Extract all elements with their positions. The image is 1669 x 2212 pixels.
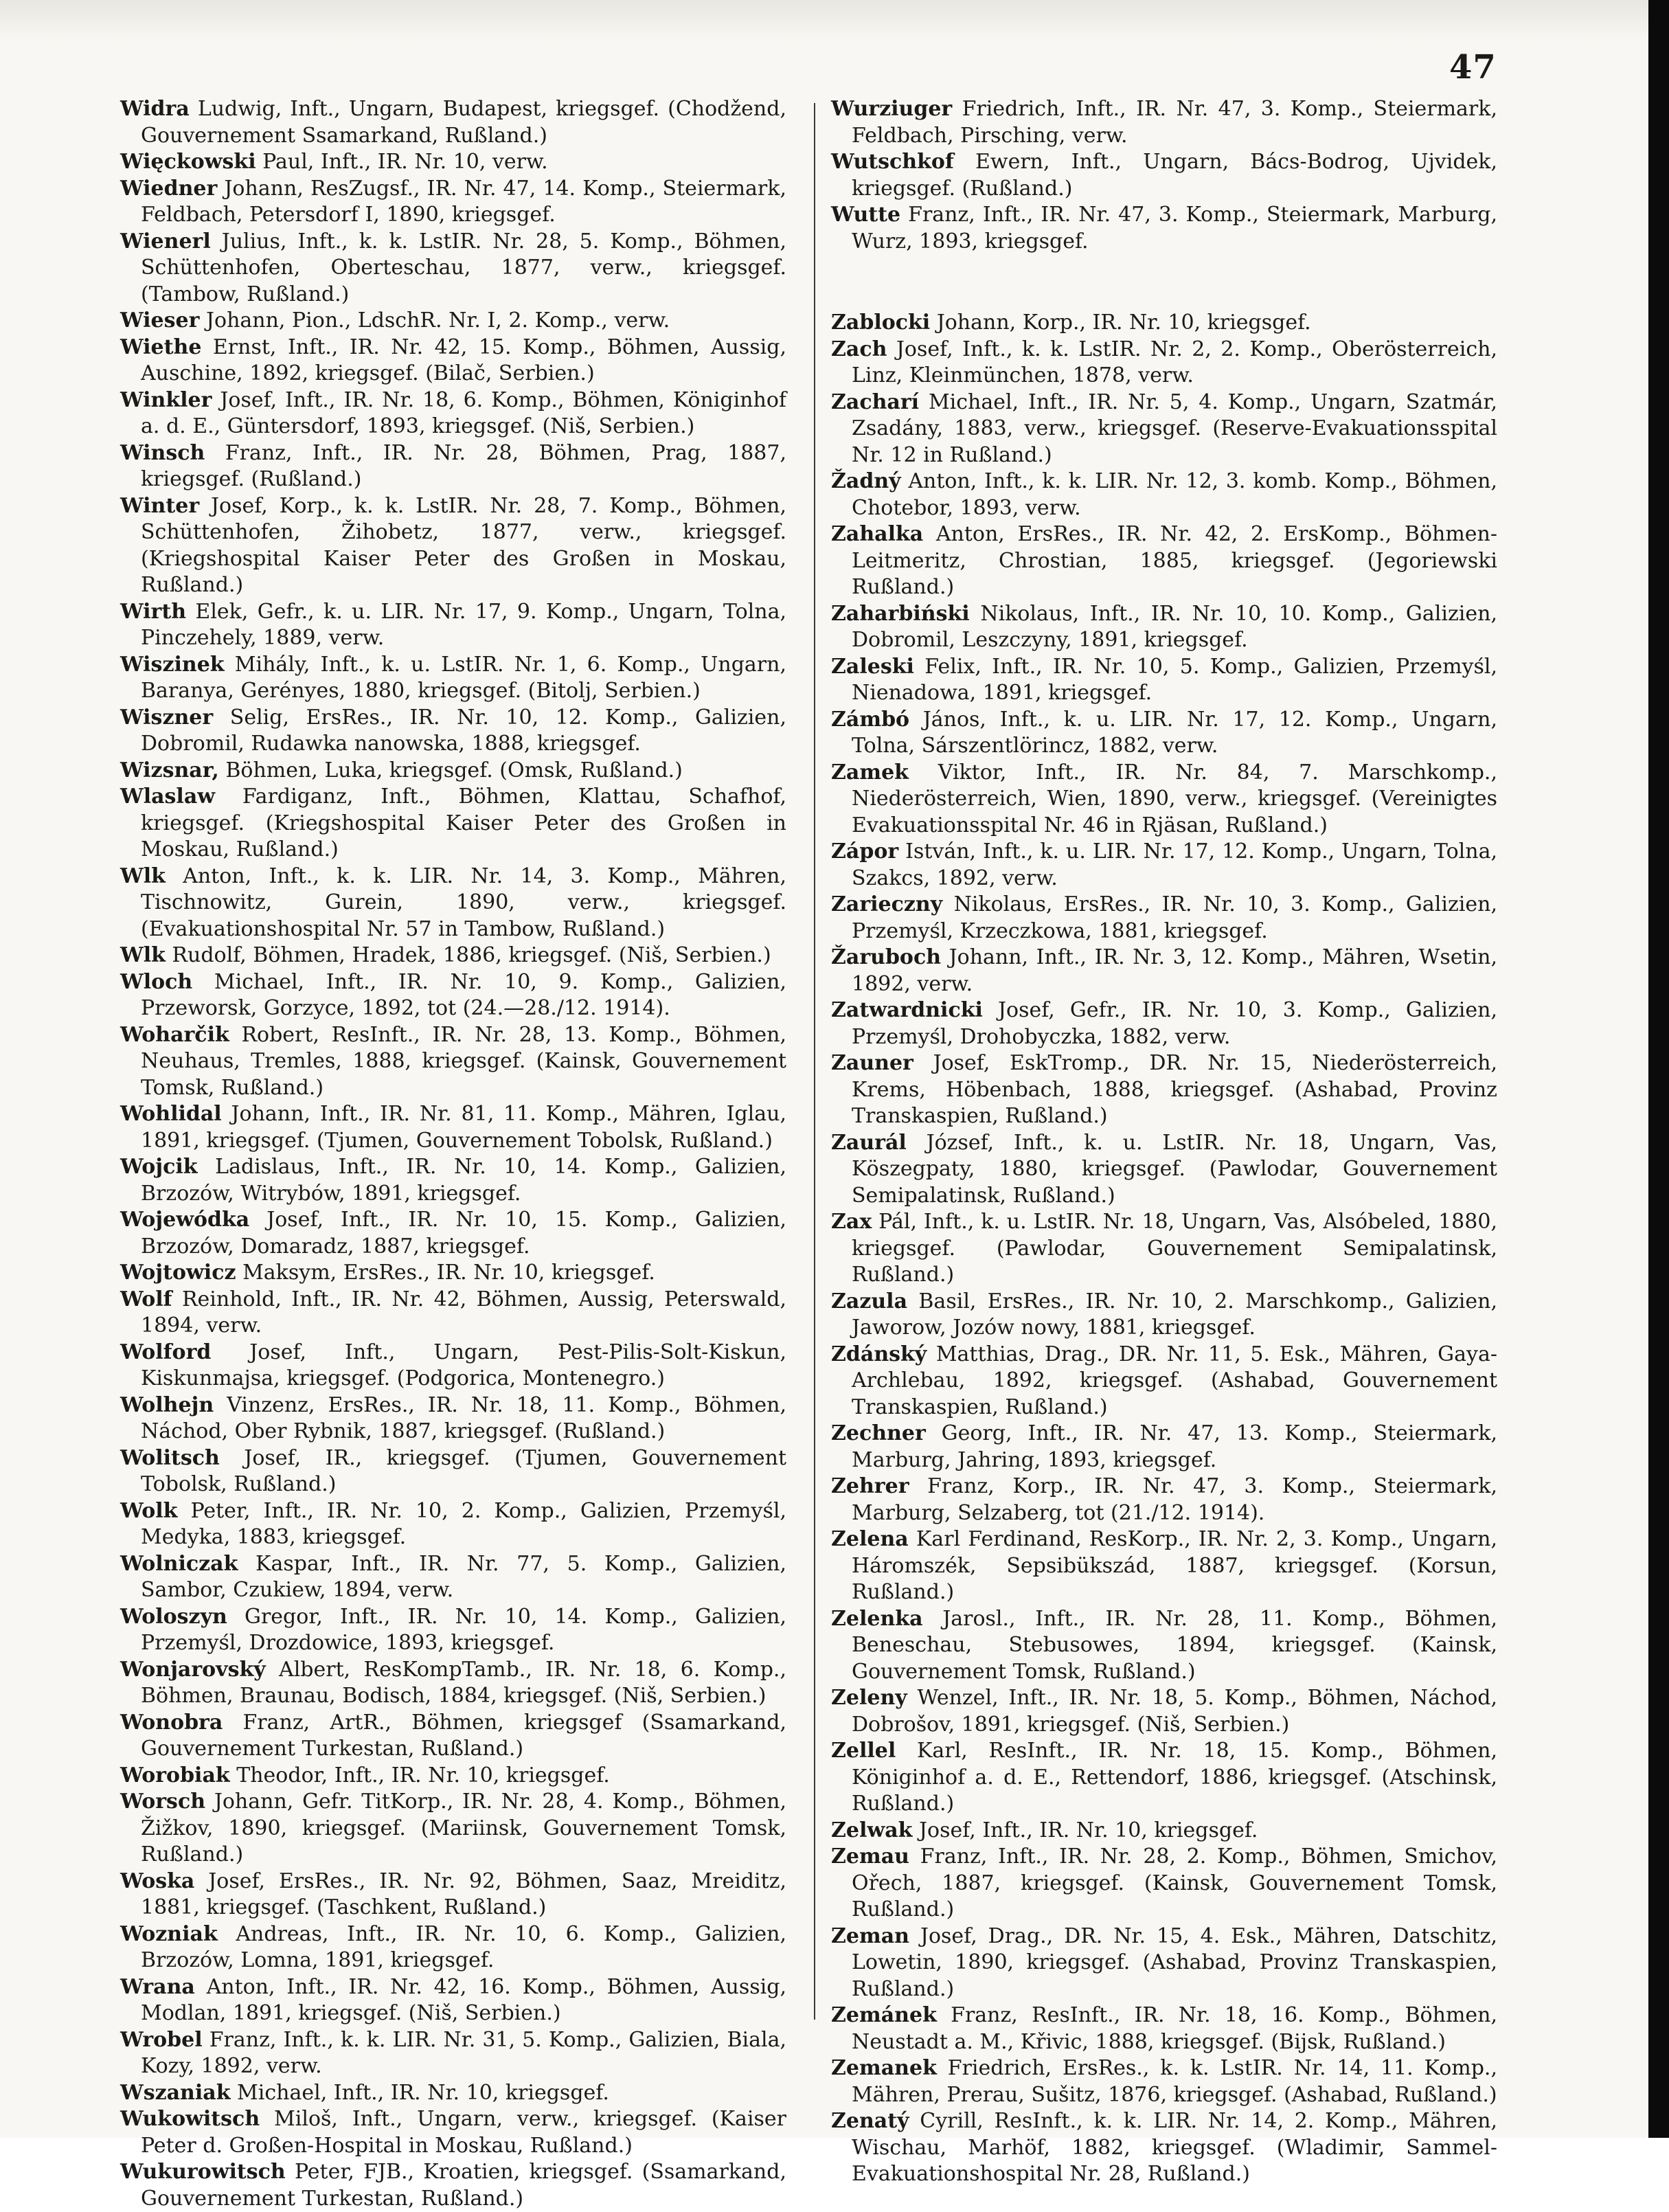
entry-details: Johann, Korp., IR. Nr. 10, kriegsgef. bbox=[936, 311, 1311, 335]
entry-surname: Wolhejn bbox=[120, 1392, 214, 1417]
entry-surname: Wienerl bbox=[120, 229, 211, 253]
register-entry bbox=[831, 2002, 1497, 2055]
entry-surname: Wurziuger bbox=[831, 97, 953, 121]
register-entry bbox=[120, 2106, 786, 2159]
register-entry bbox=[120, 943, 786, 969]
register-entry bbox=[120, 149, 786, 176]
entry-details: Jarosl., Inft., IR. Nr. 28, 11. Komp., Böhmen, Beneschau, Stebusowes, 1894, kriegsgef. (Kainsk, Gouvernement Tomsk, Rußland.) bbox=[852, 1606, 1497, 1684]
entry-surname: Zápor bbox=[831, 839, 899, 864]
right-column-w-section bbox=[831, 96, 1497, 255]
entry-surname: Więckowski bbox=[120, 150, 256, 174]
register-entry bbox=[831, 945, 1497, 997]
entry-surname: Zemanek bbox=[831, 2056, 937, 2080]
entry-surname: Wolitsch bbox=[120, 1445, 220, 1470]
register-entry bbox=[120, 1392, 786, 1445]
register-entry bbox=[831, 310, 1497, 337]
entry-details: Ewern, Inft., Ungarn, Bács-Bodrog, Ujvidek, kriegsgef. (Rußland.) bbox=[852, 150, 1497, 201]
register-entry bbox=[120, 1022, 786, 1102]
entry-details: József, Inft., k. u. LstIR. Nr. 18, Ungarn, Vas, Köszegpaty, 1880, kriegsgef. (Pawlodar, Gouvernement Semipalatinsk, Rußland.) bbox=[852, 1130, 1497, 1208]
entry-details: Franz, Inft., IR. Nr. 47, 3. Komp., Steiermark, Marburg, Wurz, 1893, kriegsgef. bbox=[852, 203, 1497, 253]
register-entry bbox=[120, 335, 786, 387]
entry-surname: Wonobra bbox=[120, 1710, 223, 1735]
register-entry bbox=[831, 1738, 1497, 1818]
register-entry bbox=[831, 707, 1497, 760]
entry-details: Franz, ResInft., IR. Nr. 18, 16. Komp., Böhmen, Neustadt a. M., Křivic, 1888, kriegsgef. (Bijsk, Rußland.) bbox=[852, 2003, 1497, 2054]
entry-surname: Wiszner bbox=[120, 705, 214, 730]
entry-surname: Zauner bbox=[831, 1051, 913, 1075]
entry-details: Franz, Korp., IR. Nr. 47, 3. Komp., Steiermark, Marburg, Selzaberg, tot (21./12. 1914). bbox=[852, 1474, 1497, 1525]
register-entry bbox=[120, 1921, 786, 1974]
entry-details: Ladislaus, Inft., IR. Nr. 10, 14. Komp., Galizien, Brzozów, Witrybów, 1891, kriegsgef. bbox=[141, 1155, 786, 1206]
entry-details: Miloš, Inft., Ungarn, verw., kriegsgef. (Kaiser Peter d. Großen-Hospital in Moskau, Rußland.) bbox=[141, 2107, 786, 2158]
register-entry bbox=[831, 1050, 1497, 1130]
register-entry bbox=[120, 1710, 786, 1763]
register-entry bbox=[120, 864, 786, 943]
register-entry bbox=[120, 1154, 786, 1207]
entry-surname: Zeman bbox=[831, 1923, 909, 1948]
register-entry bbox=[831, 337, 1497, 390]
register-entry bbox=[831, 892, 1497, 945]
entry-details: Karl Ferdinand, ResKorp., IR. Nr. 2, 3. Komp., Ungarn, Háromszék, Sepsibükszád, 1887, kriegsgef. (Korsun, Rußland.) bbox=[852, 1527, 1497, 1604]
register-entry bbox=[120, 1207, 786, 1260]
register-entry bbox=[120, 1551, 786, 1604]
entry-details: Andreas, Inft., IR. Nr. 10, 6. Komp., Galizien, Brzozów, Lomna, 1891, kriegsgef. bbox=[141, 1921, 786, 1972]
entry-details: Ernst, Inft., IR. Nr. 42, 15. Komp., Böhmen, Aussig, Auschine, 1892, kriegsgef. (Bilač, Serbien.) bbox=[141, 335, 786, 385]
register-entry bbox=[831, 1289, 1497, 1342]
entry-details: Vinzenz, ErsRes., IR. Nr. 18, 11. Komp., Böhmen, Náchod, Ober Rybnik, 1887, kriegsgef. (Rußland.) bbox=[141, 1392, 786, 1443]
entry-details: Josef, ErsRes., IR. Nr. 92, Böhmen, Saaz, Mreiditz, 1881, kriegsgef. (Taschkent, Rußland.) bbox=[141, 1869, 786, 1919]
entry-details: Michael, Inft., IR. Nr. 10, 9. Komp., Galizien, Przeworsk, Gorzyce, 1892, tot (24.—28./12. 1914). bbox=[141, 969, 786, 1020]
page-number: 47 bbox=[1449, 48, 1497, 87]
register-entry bbox=[120, 440, 786, 493]
register-entry bbox=[120, 1287, 786, 1340]
entry-surname: Zaleski bbox=[831, 654, 914, 679]
entry-surname: Wolk bbox=[120, 1498, 178, 1523]
entry-details: Josef, Korp., k. k. LstIR. Nr. 28, 7. Komp., Böhmen, Schüttenhofen, Žihobetz, 1877, verw., kriegsgef. (Kriegshospital Kaiser Peter des Großen in Moskau, Rußland.) bbox=[141, 493, 786, 597]
register-entry bbox=[831, 1421, 1497, 1474]
entry-surname: Widra bbox=[120, 97, 190, 121]
register-entry bbox=[831, 96, 1497, 149]
register-entry bbox=[120, 1974, 786, 2027]
entry-surname: Zaharbiński bbox=[831, 601, 970, 626]
entry-surname: Wutschkof bbox=[831, 150, 954, 174]
entry-details: Johann, Pion., LdschR. Nr. I, 2. Komp., verw. bbox=[205, 308, 670, 332]
entry-surname: Žaruboch bbox=[831, 945, 942, 969]
register-entry bbox=[120, 1101, 786, 1154]
entry-details: Karl, ResInft., IR. Nr. 18, 15. Komp., Böhmen, Königinhof a. d. E., Rettendorf, 1886, kriegsgef. (Atschinsk, Rußland.) bbox=[852, 1739, 1497, 1816]
entry-details: Josef, Gefr., IR. Nr. 10, 3. Komp., Galizien, Przemyśl, Drohobyczka, 1882, verw. bbox=[852, 998, 1497, 1049]
register-entry bbox=[120, 1763, 786, 1790]
entry-surname: Wlk bbox=[120, 864, 166, 888]
entry-surname: Wutte bbox=[831, 203, 901, 227]
entry-details: Franz, Inft., IR. Nr. 28, 2. Komp., Böhmen, Smichov, Ořech, 1887, kriegsgef. (Kainsk, Gouvernement Tomsk, Rußland.) bbox=[852, 1844, 1497, 1921]
entry-details: Selig, ErsRes., IR. Nr. 10, 12. Komp., Galizien, Dobromil, Rudawka nanowska, 1888, kriegsgef. bbox=[141, 705, 786, 756]
entry-details: Johann, Inft., IR. Nr. 3, 12. Komp., Mähren, Wsetin, 1892, verw. bbox=[852, 945, 1497, 996]
entry-details: Josef, Inft., IR. Nr. 18, 6. Komp., Böhmen, Königinhof a. d. E., Güntersdorf, 1893, kriegsgef. (Niš, Serbien.) bbox=[141, 387, 786, 438]
entry-details: Paul, Inft., IR. Nr. 10, verw. bbox=[262, 150, 548, 174]
entry-surname: Zelena bbox=[831, 1527, 909, 1551]
entry-details: Johann, Inft., IR. Nr. 81, 11. Komp., Mähren, Iglau, 1891, kriegsgef. (Tjumen, Gouvernement Tobolsk, Rußland.) bbox=[141, 1102, 786, 1153]
register-entry bbox=[831, 1818, 1497, 1844]
register-entry bbox=[120, 1340, 786, 1392]
entry-surname: Wojtowicz bbox=[120, 1261, 236, 1285]
entry-details: Josef, Inft., k. k. LstIR. Nr. 2, 2. Komp., Oberösterreich, Linz, Kleinmünchen, 1878, verw. bbox=[852, 337, 1497, 387]
entry-details: Anton, Inft., IR. Nr. 42, 16. Komp., Böhmen, Aussig, Modlan, 1891, kriegsgef. (Niš, Serbien.) bbox=[141, 1974, 786, 2025]
entry-surname: Zaurál bbox=[831, 1130, 907, 1155]
entry-surname: Zazula bbox=[831, 1289, 908, 1313]
entry-details: Gregor, Inft., IR. Nr. 10, 14. Komp., Galizien, Przemyśl, Drozdowice, 1893, kriegsgef. bbox=[141, 1604, 786, 1655]
entry-details: Franz, Inft., IR. Nr. 28, Böhmen, Prag, 1887, kriegsgef. (Rußland.) bbox=[141, 440, 786, 491]
register-entry bbox=[120, 1445, 786, 1498]
register-entry bbox=[831, 521, 1497, 601]
entry-surname: Zdánský bbox=[831, 1342, 927, 1366]
column-divider bbox=[814, 103, 815, 2020]
entry-surname: Wojcik bbox=[120, 1155, 198, 1179]
register-entry bbox=[120, 1260, 786, 1287]
register-entry bbox=[120, 1604, 786, 1657]
entry-details: Felix, Inft., IR. Nr. 10, 5. Komp., Galizien, Przemyśl, Nienadowa, 1891, kriegsgef. bbox=[852, 654, 1497, 705]
entry-surname: Wolniczak bbox=[120, 1551, 238, 1576]
entry-surname: Winter bbox=[120, 493, 200, 518]
register-entry bbox=[831, 760, 1497, 839]
entry-surname: Wiedner bbox=[120, 176, 218, 201]
register-entry bbox=[120, 2159, 786, 2212]
register-entry bbox=[120, 1498, 786, 1551]
entry-surname: Wojewódka bbox=[120, 1208, 250, 1232]
register-entry bbox=[831, 390, 1497, 469]
entry-details: Ludwig, Inft., Ungarn, Budapest, kriegsgef. (Chodžend, Gouvernement Ssamarkand, Rußland.) bbox=[141, 97, 786, 148]
register-entry bbox=[831, 1685, 1497, 1738]
entry-details: Friedrich, Inft., IR. Nr. 47, 3. Komp., Steiermark, Feldbach, Pirsching, verw. bbox=[852, 97, 1497, 148]
entry-details: Anton, ErsRes., IR. Nr. 42, 2. ErsKomp., Böhmen-Leitmeritz, Chrostian, 1885, kriegsgef. (Jegoriewski Rußland.) bbox=[852, 522, 1497, 599]
entry-surname: Zechner bbox=[831, 1421, 926, 1445]
entry-surname: Wiszinek bbox=[120, 652, 225, 677]
entry-surname: Wloch bbox=[120, 969, 193, 994]
entry-surname: Wolf bbox=[120, 1287, 172, 1311]
entry-details: Georg, Inft., IR. Nr. 47, 13. Komp., Steiermark, Marburg, Jahring, 1893, kriegsgef. bbox=[852, 1421, 1497, 1472]
entry-surname: Worsch bbox=[120, 1790, 206, 1814]
entry-details: Nikolaus, Inft., IR. Nr. 10, 10. Komp., Galizien, Dobromil, Leszczyny, 1891, kriegsgef. bbox=[852, 601, 1497, 652]
register-entry bbox=[120, 308, 786, 335]
register-entry bbox=[831, 654, 1497, 707]
entry-surname: Winsch bbox=[120, 440, 205, 465]
register-entry bbox=[120, 652, 786, 705]
register-entry bbox=[831, 601, 1497, 654]
entry-surname: Wszaniak bbox=[120, 2080, 231, 2105]
entry-details: Theodor, Inft., IR. Nr. 10, kriegsgef. bbox=[236, 1763, 610, 1787]
register-entry bbox=[120, 969, 786, 1022]
entry-details: Peter, FJB., Kroatien, kriegsgef. (Ssamarkand, Gouvernement Turkestan, Rußland.) bbox=[141, 2160, 786, 2211]
register-entry bbox=[831, 997, 1497, 1050]
entry-details: Basil, ErsRes., IR. Nr. 10, 2. Marschkomp., Galizien, Jaworow, Jozów nowy, 1881, kriegsgef. bbox=[852, 1289, 1497, 1340]
entry-details: Josef, EskTromp., DR. Nr. 15, Niederösterreich, Krems, Höbenbach, 1888, kriegsgef. (Ashabad, Provinz Transkaspien, Rußland.) bbox=[852, 1051, 1497, 1128]
entry-surname: Zemánek bbox=[831, 2003, 937, 2027]
entry-details: Johann, ResZugsf., IR. Nr. 47, 14. Komp., Steiermark, Feldbach, Petersdorf I, 1890, kriegsgef. bbox=[141, 176, 786, 227]
right-column bbox=[831, 96, 1497, 2188]
register-entry bbox=[831, 149, 1497, 202]
register-entry bbox=[120, 387, 786, 440]
entry-surname: Wohlidal bbox=[120, 1102, 222, 1126]
entry-surname: Zarieczny bbox=[831, 892, 943, 916]
entry-surname: Zablocki bbox=[831, 311, 931, 335]
entry-surname: Zehrer bbox=[831, 1474, 909, 1498]
scan-shadow bbox=[0, 0, 1648, 41]
entry-surname: Wrana bbox=[120, 1974, 195, 1999]
register-entry bbox=[831, 469, 1497, 521]
register-entry bbox=[831, 1923, 1497, 2003]
register-entry bbox=[831, 202, 1497, 255]
entry-surname: Zach bbox=[831, 337, 887, 361]
entry-details: Albert, ResKompTamb., IR. Nr. 18, 6. Komp., Böhmen, Braunau, Bodisch, 1884, kriegsgef. (Niš, Serbien.) bbox=[141, 1657, 786, 1708]
entry-details: Josef, IR., kriegsgef. (Tjumen, Gouvernement Tobolsk, Rußland.) bbox=[141, 1445, 786, 1496]
entry-details: Franz, ArtR., Böhmen, kriegsgef (Ssamarkand, Gouvernement Turkestan, Rußland.) bbox=[141, 1710, 786, 1761]
entry-details: Peter, Inft., IR. Nr. 10, 2. Komp., Galizien, Przemyśl, Medyka, 1883, kriegsgef. bbox=[141, 1498, 787, 1549]
register-entry bbox=[831, 1474, 1497, 1526]
register-entry bbox=[120, 1657, 786, 1710]
entry-surname: Zelenka bbox=[831, 1606, 923, 1631]
entry-details: Fardiganz, Inft., Böhmen, Klattau, Schafhof, kriegsgef. (Kriegshospital Kaiser Peter des Großen in Moskau, Rußland.) bbox=[141, 785, 786, 861]
entry-surname: Wrobel bbox=[120, 2027, 203, 2052]
entry-surname: Wozniak bbox=[120, 1921, 218, 1946]
left-column bbox=[120, 96, 786, 2212]
entry-details: Anton, Inft., k. k. LIR. Nr. 14, 3. Komp., Mähren, Tischnowitz, Gurein, 1890, verw., kriegsgef. (Evakuationshospital Nr. 57 in Tambow, Rußland.) bbox=[141, 864, 786, 941]
entry-surname: Zenatý bbox=[831, 2109, 909, 2133]
entry-details: Michael, Inft., IR. Nr. 10, kriegsgef. bbox=[237, 2080, 609, 2105]
register-entry bbox=[120, 2027, 786, 2080]
entry-details: István, Inft., k. u. LIR. Nr. 17, 12. Komp., Ungarn, Tolna, Szakcs, 1892, verw. bbox=[852, 839, 1497, 890]
scan-edge bbox=[1648, 0, 1669, 2138]
entry-details: Julius, Inft., k. k. LstIR. Nr. 28, 5. Komp., Böhmen, Schüttenhofen, Oberteschau, 1877, verw., kriegsgef. (Tambow, Rußland.) bbox=[141, 229, 786, 306]
entry-surname: Zelwak bbox=[831, 1818, 913, 1842]
entry-details: Josef, Inft., IR. Nr. 10, 15. Komp., Galizien, Brzozów, Domaradz, 1887, kriegsgef. bbox=[141, 1208, 786, 1259]
entry-surname: Wlk bbox=[120, 943, 166, 967]
entry-surname: Zacharí bbox=[831, 390, 920, 414]
entry-details: Nikolaus, ErsRes., IR. Nr. 10, 3. Komp., Galizien, Przemyśl, Krzeczkowa, 1881, kriegsgef. bbox=[852, 892, 1497, 943]
entry-surname: Zahalka bbox=[831, 522, 924, 546]
register-entry bbox=[120, 599, 786, 652]
entry-details: Cyrill, ResInft., k. k. LIR. Nr. 14, 2. Komp., Mähren, Wischau, Marhöf, 1882, kriegsgef. (Wladimir, Sammel-Evakuationshospital Nr. 28, Rußland.) bbox=[852, 2109, 1497, 2186]
register-entry bbox=[831, 1342, 1497, 1421]
entry-details: Josef, Inft., Ungarn, Pest-Pilis-Solt-Kiskun, Kiskunmajsa, kriegsgef. (Podgorica, Montenegro.) bbox=[141, 1340, 786, 1390]
register-entry bbox=[831, 2055, 1497, 2108]
entry-surname: Woloszyn bbox=[120, 1604, 227, 1629]
entry-details: Mihály, Inft., k. u. LstIR. Nr. 1, 6. Komp., Ungarn, Baranya, Gerényes, 1880, kriegsgef. (Bitolj, Serbien.) bbox=[141, 652, 786, 703]
entry-surname: Wolford bbox=[120, 1340, 212, 1364]
entry-surname: Wizsnar, bbox=[120, 758, 219, 782]
register-entry bbox=[831, 1606, 1497, 1686]
entry-surname: Winkler bbox=[120, 387, 212, 412]
entry-details: Michael, Inft., IR. Nr. 5, 4. Komp., Ungarn, Szatmár, Zsadány, 1883, verw., kriegsgef. (Reserve-Evakuationsspital Nr. 12 in Rußland.) bbox=[852, 390, 1497, 467]
entry-surname: Zellel bbox=[831, 1739, 896, 1763]
entry-surname: Žadný bbox=[831, 469, 901, 493]
entry-surname: Woska bbox=[120, 1869, 195, 1893]
register-entry bbox=[831, 839, 1497, 892]
entry-details: Josef, Inft., IR. Nr. 10, kriegsgef. bbox=[918, 1818, 1258, 1842]
register-entry bbox=[120, 229, 786, 308]
entry-details: Böhmen, Luka, kriegsgef. (Omsk, Rußland.) bbox=[225, 758, 683, 782]
right-column-z-section bbox=[831, 310, 1497, 2188]
register-entry bbox=[120, 176, 786, 229]
entry-details: Viktor, Inft., IR. Nr. 84, 7. Marschkomp., Niederösterreich, Wien, 1890, verw., kriegsgef. (Vereinigtes Evakuationsspital Nr. 46 in Rjäsan, Rußland.) bbox=[852, 760, 1497, 837]
entry-details: Maksym, ErsRes., IR. Nr. 10, kriegsgef. bbox=[242, 1261, 655, 1285]
entry-details: Reinhold, Inft., IR. Nr. 42, Böhmen, Aussig, Peterswald, 1894, verw. bbox=[141, 1287, 786, 1338]
entry-details: Johann, Gefr. TitKorp., IR. Nr. 28, 4. Komp., Böhmen, Žižkov, 1890, kriegsgef. (Mariinsk, Gouvernement Tomsk, Rußland.) bbox=[141, 1790, 786, 1866]
section-gap bbox=[831, 255, 1497, 310]
entry-details: Anton, Inft., k. k. LIR. Nr. 12, 3. komb. Komp., Böhmen, Chotebor, 1893, verw. bbox=[852, 469, 1497, 520]
entry-surname: Wirth bbox=[120, 599, 187, 624]
register-entry bbox=[120, 2080, 786, 2107]
register-entry bbox=[120, 758, 786, 785]
entry-details: Elek, Gefr., k. u. LIR. Nr. 17, 9. Komp., Ungarn, Tolna, Pinczehely, 1889, verw. bbox=[141, 599, 786, 650]
register-entry bbox=[120, 1789, 786, 1869]
entry-surname: Wukurowitsch bbox=[120, 2160, 286, 2184]
register-entry bbox=[831, 1130, 1497, 1210]
register-entry bbox=[831, 1844, 1497, 1923]
entry-surname: Wukowitsch bbox=[120, 2107, 260, 2131]
entry-surname: Wiethe bbox=[120, 335, 202, 359]
register-entry bbox=[831, 2108, 1497, 2188]
entry-surname: Zámbó bbox=[831, 707, 910, 732]
register-entry bbox=[120, 705, 786, 758]
entry-details: Josef, Drag., DR. Nr. 15, 4. Esk., Mähren, Datschitz, Lowetin, 1890, kriegsgef. (Ashabad, Provinz Transkaspien, Rußland.) bbox=[852, 1923, 1497, 2001]
entry-surname: Zax bbox=[831, 1210, 872, 1234]
entry-details: Kaspar, Inft., IR. Nr. 77, 5. Komp., Galizien, Sambor, Czukiew, 1894, verw. bbox=[141, 1551, 786, 1602]
register-entry bbox=[120, 96, 786, 149]
register-entry bbox=[831, 1209, 1497, 1289]
entry-details: János, Inft., k. u. LIR. Nr. 17, 12. Komp., Ungarn, Tolna, Sárszentlörincz, 1882, verw. bbox=[852, 707, 1497, 758]
entry-details: Friedrich, ErsRes., k. k. LstIR. Nr. 14, 11. Komp., Mähren, Prerau, Sušitz, 1876, kriegsgef. (Ashabad, Rußland.) bbox=[852, 2056, 1497, 2107]
entry-surname: Wieser bbox=[120, 308, 200, 332]
entry-surname: Zemau bbox=[831, 1844, 909, 1869]
entry-details: Robert, ResInft., IR. Nr. 28, 13. Komp., Böhmen, Neuhaus, Tremles, 1888, kriegsgef. (Kainsk, Gouvernement Tomsk, Rußland.) bbox=[141, 1022, 786, 1100]
entry-surname: Zatwardnicki bbox=[831, 998, 983, 1022]
entry-details: Wenzel, Inft., IR. Nr. 18, 5. Komp., Böhmen, Náchod, Dobrošov, 1891, kriegsgef. (Niš, Serbien.) bbox=[852, 1686, 1497, 1737]
entry-details: Matthias, Drag., DR. Nr. 11, 5. Esk., Mähren, Gaya-Archlebau, 1892, kriegsgef. (Ashabad, Gouvernement Transkaspien, Rußland.) bbox=[852, 1342, 1497, 1419]
entry-details: Franz, Inft., k. k. LIR. Nr. 31, 5. Komp., Galizien, Biala, Kozy, 1892, verw. bbox=[141, 2027, 786, 2078]
entry-surname: Zeleny bbox=[831, 1686, 907, 1710]
entry-details: Rudolf, Böhmen, Hradek, 1886, kriegsgef. (Niš, Serbien.) bbox=[172, 943, 771, 967]
entry-surname: Wlaslaw bbox=[120, 785, 216, 809]
entry-surname: Worobiak bbox=[120, 1763, 230, 1787]
register-entry bbox=[120, 493, 786, 599]
entry-details: Pál, Inft., k. u. LstIR. Nr. 18, Ungarn, Vas, Alsóbeled, 1880, kriegsgef. (Pawlodar, Gouvernement Semipalatinsk, Rußland.) bbox=[852, 1210, 1497, 1287]
register-entry bbox=[831, 1526, 1497, 1606]
register-entry bbox=[120, 784, 786, 864]
register-entry bbox=[120, 1869, 786, 1921]
entry-surname: Woharčik bbox=[120, 1022, 229, 1047]
entry-surname: Wonjarovský bbox=[120, 1657, 266, 1682]
entry-surname: Zamek bbox=[831, 760, 909, 785]
